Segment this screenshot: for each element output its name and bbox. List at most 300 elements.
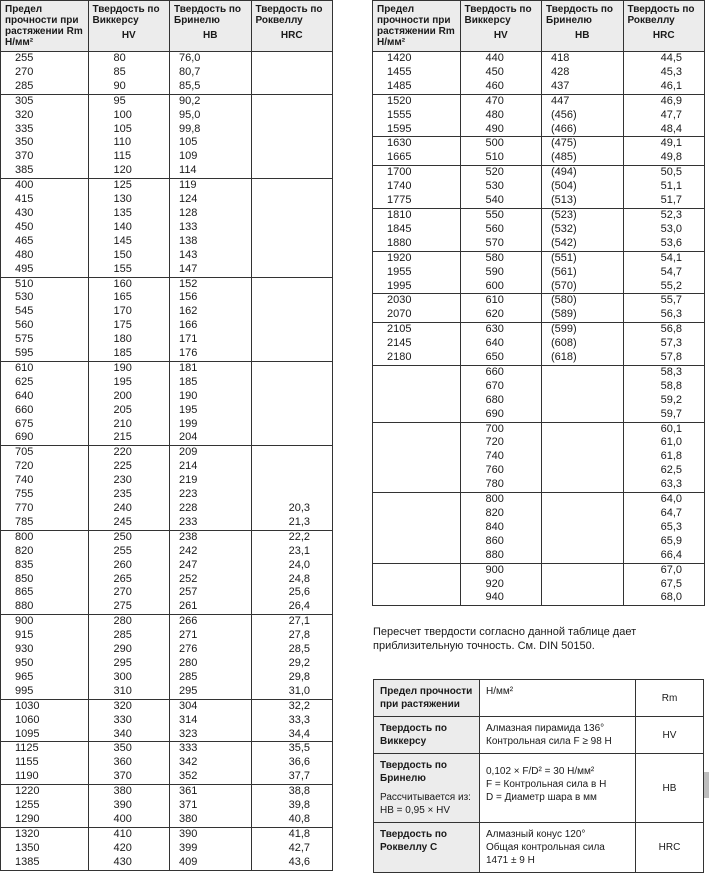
table-row	[1, 193, 333, 207]
table-row	[1, 813, 333, 827]
cell-hb: 447	[542, 94, 623, 108]
cell-hb: 156	[170, 291, 251, 305]
cell-rm: 660	[1, 404, 89, 418]
cell-hrc: 21,3	[251, 516, 333, 530]
legend-rm-unit: Н/мм²	[480, 680, 636, 717]
table-row	[373, 365, 705, 379]
cell-hv: 110	[88, 136, 169, 150]
cell-rm: 495	[1, 263, 89, 277]
cell-rm: 2180	[373, 351, 461, 365]
cell-hv: 320	[88, 699, 169, 713]
cell-rm: 930	[1, 643, 89, 657]
cell-hrc	[251, 221, 333, 235]
cell-hb: (551)	[542, 251, 623, 265]
cell-hrc: 29,2	[251, 657, 333, 671]
table-row	[1, 52, 333, 66]
cell-hrc	[251, 460, 333, 474]
cell-hrc: 49,8	[623, 151, 705, 165]
cell-rm	[373, 436, 461, 450]
cell-hb: 171	[170, 333, 251, 347]
table-row	[373, 223, 705, 237]
cell-hrc	[251, 291, 333, 305]
table-row	[1, 856, 333, 870]
table-row	[1, 545, 333, 559]
cell-hv: 920	[460, 578, 541, 592]
cell-hb: 252	[170, 573, 251, 587]
cell-hrc: 49,1	[623, 137, 705, 151]
cell-hrc: 61,8	[623, 450, 705, 464]
table-row	[1, 235, 333, 249]
cell-rm: 690	[1, 431, 89, 445]
accuracy-note: Пересчет твердости согласно данной таблице дает приблизительную точность. См. DIN 50150.	[373, 626, 637, 652]
cell-rm: 1320	[1, 827, 89, 841]
cell-hb: 304	[170, 699, 251, 713]
cell-hv: 225	[88, 460, 169, 474]
cell-rm	[373, 563, 461, 577]
cell-hrc: 62,5	[623, 464, 705, 478]
cell-hrc: 53,6	[623, 237, 705, 251]
cell-hrc: 46,1	[623, 80, 705, 94]
cell-hrc: 56,8	[623, 323, 705, 337]
table-row	[1, 559, 333, 573]
table-row	[1, 376, 333, 390]
cell-rm: 270	[1, 66, 89, 80]
cell-hv: 360	[88, 756, 169, 770]
legend-rm-symbol: Rm	[636, 680, 704, 717]
table-row	[373, 180, 705, 194]
table-row	[373, 436, 705, 450]
cell-hv: 300	[88, 671, 169, 685]
cell-hrc: 58,3	[623, 365, 705, 379]
table-row	[1, 770, 333, 784]
cell-hv: 410	[88, 827, 169, 841]
legend-hb-calc: Рассчитывается из: HB = 0,95 × HV	[380, 792, 471, 816]
legend-hv-desc	[480, 717, 636, 754]
legend-table	[373, 679, 704, 873]
cell-hrc: 28,5	[251, 643, 333, 657]
cell-hrc	[251, 136, 333, 150]
cell-rm	[373, 380, 461, 394]
cell-hv: 90	[88, 80, 169, 94]
cell-hb	[542, 591, 623, 605]
cell-hb: 371	[170, 799, 251, 813]
cell-hrc	[251, 193, 333, 207]
cell-hrc: 33,3	[251, 714, 333, 728]
cell-hv: 85	[88, 66, 169, 80]
cell-hb: (523)	[542, 208, 623, 222]
cell-hv: 390	[88, 799, 169, 813]
cell-hb: 143	[170, 249, 251, 263]
cell-hb: 176	[170, 347, 251, 361]
table-row	[373, 294, 705, 308]
cell-hv: 150	[88, 249, 169, 263]
cell-hrc: 24,8	[251, 573, 333, 587]
cell-hv: 240	[88, 502, 169, 516]
header-rm: Предел прочности при растяжении Rm Н/мм²	[373, 1, 461, 52]
cell-hrc: 57,8	[623, 351, 705, 365]
table-row	[1, 418, 333, 432]
cell-hv: 430	[88, 856, 169, 870]
hardness-table-left	[0, 0, 333, 871]
cell-hb	[542, 436, 623, 450]
cell-hv: 530	[460, 180, 541, 194]
cell-rm	[373, 478, 461, 492]
cell-hb: 285	[170, 671, 251, 685]
table-row	[373, 422, 705, 436]
cell-hv: 235	[88, 488, 169, 502]
cell-hb: 90,2	[170, 94, 251, 108]
table-row	[373, 80, 705, 94]
cell-hb: (542)	[542, 237, 623, 251]
table-header-row	[373, 1, 705, 52]
cell-hrc	[251, 333, 333, 347]
cell-rm: 335	[1, 123, 89, 137]
cell-rm: 1220	[1, 785, 89, 799]
cell-hv: 170	[88, 305, 169, 319]
table-row	[373, 52, 705, 66]
cell-rm: 1520	[373, 94, 461, 108]
table-row	[1, 347, 333, 361]
cell-hv: 560	[460, 223, 541, 237]
cell-hb: 399	[170, 842, 251, 856]
cell-rm: 1810	[373, 208, 461, 222]
table-row	[373, 351, 705, 365]
cell-hb: 133	[170, 221, 251, 235]
table-row	[1, 474, 333, 488]
cell-hrc: 47,7	[623, 109, 705, 123]
cell-hrc	[251, 123, 333, 137]
cell-hv: 275	[88, 600, 169, 614]
cell-hb: 428	[542, 66, 623, 80]
cell-rm: 880	[1, 600, 89, 614]
table-row	[1, 785, 333, 799]
cell-hv: 155	[88, 263, 169, 277]
legend-hb-line2: F = Контрольная сила в Н	[486, 779, 607, 790]
cell-hv: 740	[460, 450, 541, 464]
cell-rm: 2145	[373, 337, 461, 351]
cell-hrc: 64,7	[623, 507, 705, 521]
cell-rm: 705	[1, 446, 89, 460]
cell-hrc: 52,3	[623, 208, 705, 222]
table-row	[373, 308, 705, 322]
cell-hv: 510	[460, 151, 541, 165]
cell-rm: 1095	[1, 728, 89, 742]
cell-hv: 700	[460, 422, 541, 436]
cell-hrc: 34,4	[251, 728, 333, 742]
cell-hv: 370	[88, 770, 169, 784]
cell-rm: 385	[1, 164, 89, 178]
table-row	[1, 66, 333, 80]
cell-hb: 166	[170, 319, 251, 333]
cell-hb: 257	[170, 586, 251, 600]
cell-rm: 740	[1, 474, 89, 488]
cell-hrc: 67,0	[623, 563, 705, 577]
cell-rm: 255	[1, 52, 89, 66]
cell-rm: 545	[1, 305, 89, 319]
cell-hb: 238	[170, 530, 251, 544]
cell-hb: 204	[170, 431, 251, 445]
cell-hv: 650	[460, 351, 541, 365]
cell-hb: 352	[170, 770, 251, 784]
cell-hrc	[251, 52, 333, 66]
cell-hb: (532)	[542, 223, 623, 237]
table-header-row	[1, 1, 333, 52]
legend-hrc-line2: Общая контрольная сила 1471 ± 9 Н	[486, 842, 605, 866]
header-rm: Предел прочности при растяжении Rm Н/мм²	[1, 1, 89, 52]
table-row	[1, 277, 333, 291]
table-row	[1, 643, 333, 657]
cell-hv: 690	[460, 408, 541, 422]
cell-hrc: 39,8	[251, 799, 333, 813]
cell-hb: 323	[170, 728, 251, 742]
cell-rm: 595	[1, 347, 89, 361]
cell-hv: 230	[88, 474, 169, 488]
cell-hb	[542, 549, 623, 563]
table-body-right	[373, 52, 705, 606]
cell-hv: 470	[460, 94, 541, 108]
cell-hb: (485)	[542, 151, 623, 165]
cell-rm: 1350	[1, 842, 89, 856]
cell-hv: 165	[88, 291, 169, 305]
cell-hrc: 35,5	[251, 742, 333, 756]
legend-hv-line2: Контрольная сила F ≥ 98 Н	[486, 736, 612, 747]
cell-rm: 915	[1, 629, 89, 643]
cell-rm: 1630	[373, 137, 461, 151]
cell-rm	[373, 394, 461, 408]
cell-hb: (494)	[542, 166, 623, 180]
cell-hv: 600	[460, 280, 541, 294]
table-row	[1, 629, 333, 643]
legend-hb-label: Твердость по Бринелю	[380, 760, 448, 784]
cell-rm	[373, 578, 461, 592]
cell-rm: 1880	[373, 237, 461, 251]
cell-hrc: 31,0	[251, 685, 333, 699]
table-row	[373, 591, 705, 605]
cell-hv: 670	[460, 380, 541, 394]
cell-rm: 530	[1, 291, 89, 305]
cell-rm: 2030	[373, 294, 461, 308]
cell-hrc: 29,8	[251, 671, 333, 685]
cell-hv: 175	[88, 319, 169, 333]
cell-rm: 965	[1, 671, 89, 685]
cell-hb	[542, 563, 623, 577]
cell-hb: 105	[170, 136, 251, 150]
table-row	[373, 66, 705, 80]
table-row	[1, 291, 333, 305]
table-row	[1, 109, 333, 123]
cell-hrc: 66,4	[623, 549, 705, 563]
cell-hrc	[251, 164, 333, 178]
cell-hb	[542, 578, 623, 592]
table-row	[1, 488, 333, 502]
cell-rm	[373, 422, 461, 436]
table-row	[373, 237, 705, 251]
cell-hrc: 51,1	[623, 180, 705, 194]
cell-rm: 1155	[1, 756, 89, 770]
table-row	[373, 123, 705, 137]
cell-hv: 480	[460, 109, 541, 123]
table-row	[373, 394, 705, 408]
cell-hb: 219	[170, 474, 251, 488]
cell-rm: 755	[1, 488, 89, 502]
cell-hv: 490	[460, 123, 541, 137]
cell-rm	[373, 365, 461, 379]
cell-hb	[542, 521, 623, 535]
cell-rm	[373, 521, 461, 535]
cell-rm	[373, 493, 461, 507]
cell-rm: 1555	[373, 109, 461, 123]
cell-hb: 247	[170, 559, 251, 573]
legend-hv-code: HV	[636, 717, 704, 754]
cell-hrc: 24,0	[251, 559, 333, 573]
cell-hrc	[251, 404, 333, 418]
cell-hb: (456)	[542, 109, 623, 123]
cell-hrc: 20,3	[251, 502, 333, 516]
cell-hrc	[251, 277, 333, 291]
cell-hv: 190	[88, 361, 169, 375]
header-hv: Твердость по Виккерсу HV	[460, 1, 541, 52]
cell-hrc: 51,7	[623, 194, 705, 208]
cell-rm: 285	[1, 80, 89, 94]
cell-hb: 380	[170, 813, 251, 827]
table-row	[373, 549, 705, 563]
cell-rm: 820	[1, 545, 89, 559]
cell-hrc: 27,8	[251, 629, 333, 643]
cell-rm: 575	[1, 333, 89, 347]
cell-hv: 260	[88, 559, 169, 573]
cell-rm: 720	[1, 460, 89, 474]
cell-rm: 1190	[1, 770, 89, 784]
cell-hb: 124	[170, 193, 251, 207]
cell-hb: 295	[170, 685, 251, 699]
cell-hrc: 59,7	[623, 408, 705, 422]
cell-rm: 1595	[373, 123, 461, 137]
legend-row-hrc	[374, 823, 704, 873]
cell-hrc	[251, 109, 333, 123]
cell-hb: 181	[170, 361, 251, 375]
table-row	[1, 530, 333, 544]
table-row	[373, 208, 705, 222]
cell-rm: 625	[1, 376, 89, 390]
cell-hrc: 46,9	[623, 94, 705, 108]
table-row	[1, 404, 333, 418]
cell-hrc: 61,0	[623, 436, 705, 450]
cell-hb: 85,5	[170, 80, 251, 94]
cell-hb: (599)	[542, 323, 623, 337]
cell-rm: 1255	[1, 799, 89, 813]
cell-hv: 310	[88, 685, 169, 699]
table-row	[1, 685, 333, 699]
table-row	[373, 507, 705, 521]
cell-hv: 640	[460, 337, 541, 351]
cell-rm: 610	[1, 361, 89, 375]
table-row	[373, 521, 705, 535]
cell-hv: 800	[460, 493, 541, 507]
table-row	[1, 305, 333, 319]
cell-rm: 675	[1, 418, 89, 432]
cell-hb: 138	[170, 235, 251, 249]
scrollbar-thumb[interactable]	[704, 772, 709, 798]
cell-hrc: 65,3	[623, 521, 705, 535]
cell-hv: 900	[460, 563, 541, 577]
cell-hb: 76,0	[170, 52, 251, 66]
cell-hv: 580	[460, 251, 541, 265]
table-row	[373, 493, 705, 507]
cell-rm	[373, 591, 461, 605]
cell-rm: 850	[1, 573, 89, 587]
cell-hb: 342	[170, 756, 251, 770]
cell-hrc: 65,9	[623, 535, 705, 549]
table-row	[373, 578, 705, 592]
cell-hrc	[251, 418, 333, 432]
cell-hv: 860	[460, 535, 541, 549]
table-row	[1, 502, 333, 516]
cell-hv: 620	[460, 308, 541, 322]
cell-hb	[542, 493, 623, 507]
cell-hb: 95,0	[170, 109, 251, 123]
cell-hrc: 48,4	[623, 123, 705, 137]
cell-rm	[373, 408, 461, 422]
cell-hv: 660	[460, 365, 541, 379]
cell-hb: 271	[170, 629, 251, 643]
cell-hrc: 56,3	[623, 308, 705, 322]
cell-rm: 320	[1, 109, 89, 123]
legend-hb-code: HB	[636, 754, 704, 823]
cell-hv: 840	[460, 521, 541, 535]
cell-hv: 720	[460, 436, 541, 450]
cell-hb: 280	[170, 657, 251, 671]
cell-rm: 430	[1, 207, 89, 221]
cell-rm: 400	[1, 179, 89, 193]
cell-hrc	[251, 263, 333, 277]
cell-hb: (580)	[542, 294, 623, 308]
cell-hv: 330	[88, 714, 169, 728]
cell-hrc: 43,6	[251, 856, 333, 870]
cell-rm: 1060	[1, 714, 89, 728]
legend-hb-label-cell	[374, 754, 480, 823]
legend-hrc-line1: Алмазный конус 120°	[486, 829, 586, 840]
cell-hb: (513)	[542, 194, 623, 208]
cell-hb: 233	[170, 516, 251, 530]
cell-hv: 245	[88, 516, 169, 530]
cell-rm: 770	[1, 502, 89, 516]
cell-rm: 1845	[373, 223, 461, 237]
cell-hrc: 36,6	[251, 756, 333, 770]
cell-hrc	[251, 361, 333, 375]
cell-hb	[542, 450, 623, 464]
cell-rm: 1700	[373, 166, 461, 180]
cell-rm: 1995	[373, 280, 461, 294]
cell-rm: 1665	[373, 151, 461, 165]
table-row	[373, 323, 705, 337]
cell-hrc: 40,8	[251, 813, 333, 827]
cell-hrc: 58,8	[623, 380, 705, 394]
cell-rm: 800	[1, 530, 89, 544]
table-row	[1, 460, 333, 474]
cell-rm: 450	[1, 221, 89, 235]
cell-hrc: 55,2	[623, 280, 705, 294]
table-row	[1, 657, 333, 671]
table-row	[1, 94, 333, 108]
cell-hb: 109	[170, 150, 251, 164]
cell-hb	[542, 478, 623, 492]
table-row	[373, 194, 705, 208]
table-row	[1, 714, 333, 728]
legend-hb-desc	[480, 754, 636, 823]
cell-rm: 2070	[373, 308, 461, 322]
cell-hv: 210	[88, 418, 169, 432]
cell-hv: 680	[460, 394, 541, 408]
